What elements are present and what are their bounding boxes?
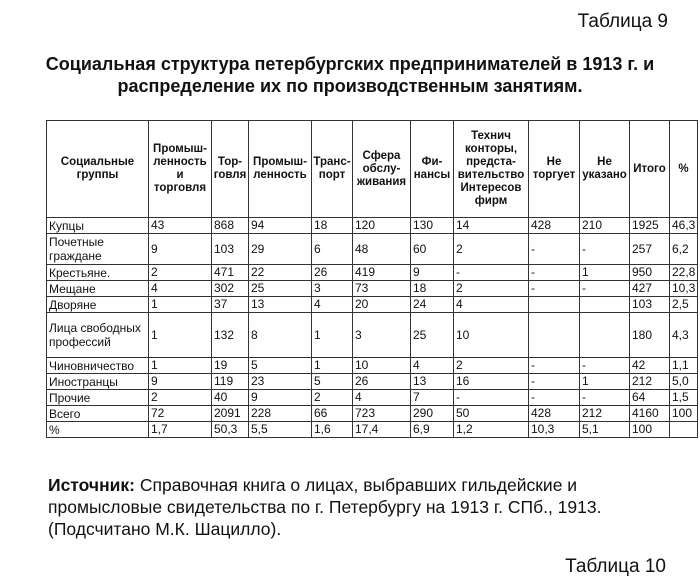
- table-cell: 3: [353, 313, 411, 358]
- table-cell: 9: [249, 390, 312, 406]
- table-cell: 66: [312, 406, 353, 422]
- table-cell: 6,2: [670, 234, 698, 265]
- table-row: [47, 234, 698, 265]
- table-cell: 6: [312, 234, 353, 265]
- table-cell: 14: [454, 218, 529, 234]
- table-cell: -: [580, 358, 630, 374]
- table-cell: 19: [212, 358, 249, 374]
- table-cell: 868: [212, 218, 249, 234]
- table-row: [47, 406, 698, 422]
- table-cell: 5: [312, 374, 353, 390]
- table-cell: 37: [212, 297, 249, 313]
- header-not-trading: Не торгует: [529, 121, 580, 218]
- table-cell: 24: [411, 297, 454, 313]
- table-cell: 4,3: [670, 313, 698, 358]
- table-cell: 5,5: [249, 422, 312, 438]
- table-cell: 1: [312, 358, 353, 374]
- table-cell: 22: [249, 265, 312, 281]
- table-cell: 13: [411, 374, 454, 390]
- table-cell: -: [580, 281, 630, 297]
- table-cell: 10: [454, 313, 529, 358]
- table-cell: -: [529, 265, 580, 281]
- table-cell: 419: [353, 265, 411, 281]
- table-cell: 4: [312, 297, 353, 313]
- row-group-label: Лица свободных профессий: [47, 313, 149, 358]
- table-cell: 100: [630, 422, 670, 438]
- table-cell: 2091: [212, 406, 249, 422]
- table-cell: 13: [249, 297, 312, 313]
- table-cell: 4: [411, 358, 454, 374]
- row-group-label: Иностранцы: [47, 374, 149, 390]
- table-cell: 10,3: [529, 422, 580, 438]
- table-row: [47, 374, 698, 390]
- table-cell: 950: [630, 265, 670, 281]
- table-cell: 17,4: [353, 422, 411, 438]
- header-total: Итого: [630, 121, 670, 218]
- table-cell: 1: [149, 313, 212, 358]
- table-cell: 2: [149, 390, 212, 406]
- table-cell: 23: [249, 374, 312, 390]
- table-cell: 1,7: [149, 422, 212, 438]
- table-title: Социальная структура петербургских предпринимателей в 1913 г. и распределение их по производственным занятиям.: [45, 54, 655, 96]
- table-cell: 4160: [630, 406, 670, 422]
- row-group-label: Почетные граждане: [47, 234, 149, 265]
- table-cell: 210: [580, 218, 630, 234]
- table-cell: 40: [212, 390, 249, 406]
- header-not-specified: Не указано: [580, 121, 630, 218]
- table-cell: 5,1: [580, 422, 630, 438]
- header-transport: Транс-порт: [312, 121, 353, 218]
- table-cell: 6,9: [411, 422, 454, 438]
- table-cell: 2: [149, 265, 212, 281]
- header-industry-and-trade: Промыш-ленность и торговля: [149, 121, 212, 218]
- table-cell: 9: [149, 234, 212, 265]
- table-cell: 25: [249, 281, 312, 297]
- table-cell: 94: [249, 218, 312, 234]
- table-row: [47, 358, 698, 374]
- table-cell: -: [580, 390, 630, 406]
- table-cell: 212: [580, 406, 630, 422]
- table-cell: 10: [353, 358, 411, 374]
- table-row: [47, 218, 698, 234]
- table-cell: 3: [312, 281, 353, 297]
- table-cell: 1: [149, 358, 212, 374]
- table-cell: -: [454, 390, 529, 406]
- table-cell: 18: [411, 281, 454, 297]
- table-cell: 212: [630, 374, 670, 390]
- table-row: [47, 422, 698, 438]
- source-label: Источник:: [48, 475, 135, 495]
- header-trade: Тор-говля: [212, 121, 249, 218]
- table-cell: 2: [312, 390, 353, 406]
- table-cell: 471: [212, 265, 249, 281]
- table-cell: 46,3: [670, 218, 698, 234]
- table-cell: 4: [353, 390, 411, 406]
- table-cell: [580, 313, 630, 358]
- table-row: [47, 265, 698, 281]
- table-cell: 100: [670, 406, 698, 422]
- table-cell: 16: [454, 374, 529, 390]
- data-table: [46, 120, 698, 438]
- table-cell: 7: [411, 390, 454, 406]
- row-group-label: Чиновничество: [47, 358, 149, 374]
- table-cell: 130: [411, 218, 454, 234]
- table-cell: 1: [580, 265, 630, 281]
- table-row: [47, 390, 698, 406]
- table-cell: 18: [312, 218, 353, 234]
- table-cell: 4: [149, 281, 212, 297]
- header-services: Сфера обслу-живания: [353, 121, 411, 218]
- table-cell: 1,1: [670, 358, 698, 374]
- table-cell: 228: [249, 406, 312, 422]
- table-row: [47, 281, 698, 297]
- table-cell: 119: [212, 374, 249, 390]
- row-group-label: Купцы: [47, 218, 149, 234]
- table-cell: 50,3: [212, 422, 249, 438]
- table-row: [47, 297, 698, 313]
- header-tech-offices: Технич конторы, предста-вительство Интересов фирм: [454, 121, 529, 218]
- table-cell: 48: [353, 234, 411, 265]
- table-cell: 9: [411, 265, 454, 281]
- table-cell: [529, 313, 580, 358]
- table-cell: 2: [454, 281, 529, 297]
- source-note: [48, 474, 668, 540]
- table-cell: 1925: [630, 218, 670, 234]
- header-percent: %: [670, 121, 698, 218]
- table-cell: 29: [249, 234, 312, 265]
- table-cell: 22,8: [670, 265, 698, 281]
- table-cell: 180: [630, 313, 670, 358]
- table-cell: 723: [353, 406, 411, 422]
- header-industry: Промыш-ленность: [249, 121, 312, 218]
- table-cell: 2,5: [670, 297, 698, 313]
- header-row: [47, 121, 698, 218]
- source-text: Справочная книга о лицах, выбравших гильдейские и промысловые свидетельства по г. Петербургу на 1913 г. СПб., 1913. (Подсчитано М.К. Шацилло).: [48, 475, 602, 539]
- table-cell: 42: [630, 358, 670, 374]
- row-group-label: Всего: [47, 406, 149, 422]
- table-row: [47, 313, 698, 358]
- table-cell: 25: [411, 313, 454, 358]
- table-cell: 20: [353, 297, 411, 313]
- table-cell: 5,0: [670, 374, 698, 390]
- table-cell: 26: [312, 265, 353, 281]
- table-cell: 1: [149, 297, 212, 313]
- table-cell: 1,6: [312, 422, 353, 438]
- table-cell: 72: [149, 406, 212, 422]
- row-group-label: %: [47, 422, 149, 438]
- header-finance: Фи-нансы: [411, 121, 454, 218]
- table-cell: 9: [149, 374, 212, 390]
- table-body: [47, 218, 698, 438]
- row-group-label: Крестьяне.: [47, 265, 149, 281]
- table-cell: 5: [249, 358, 312, 374]
- table-cell: -: [529, 390, 580, 406]
- table-cell: 103: [630, 297, 670, 313]
- table-cell: 103: [212, 234, 249, 265]
- table-cell: 1,5: [670, 390, 698, 406]
- table-cell: 132: [212, 313, 249, 358]
- table-number: Таблица 9: [577, 11, 668, 32]
- row-group-label: Дворяне: [47, 297, 149, 313]
- table-cell: -: [529, 281, 580, 297]
- table-cell: [670, 422, 698, 438]
- table-cell: 302: [212, 281, 249, 297]
- table-cell: 1,2: [454, 422, 529, 438]
- table-cell: 26: [353, 374, 411, 390]
- table-cell: 428: [529, 406, 580, 422]
- table-cell: 50: [454, 406, 529, 422]
- table-cell: 4: [454, 297, 529, 313]
- table-cell: 1: [312, 313, 353, 358]
- table-cell: -: [580, 234, 630, 265]
- table-cell: 2: [454, 234, 529, 265]
- table-cell: 427: [630, 281, 670, 297]
- table-cell: 1: [580, 374, 630, 390]
- table-cell: 10,3: [670, 281, 698, 297]
- table-cell: -: [529, 358, 580, 374]
- table-cell: [580, 297, 630, 313]
- header-social-groups: Социальные группы: [47, 121, 149, 218]
- table-cell: 428: [529, 218, 580, 234]
- table-cell: 120: [353, 218, 411, 234]
- table-cell: 290: [411, 406, 454, 422]
- row-group-label: Прочие: [47, 390, 149, 406]
- table-cell: 43: [149, 218, 212, 234]
- row-group-label: Мещане: [47, 281, 149, 297]
- table-cell: -: [529, 234, 580, 265]
- table-cell: -: [454, 265, 529, 281]
- table-cell: 60: [411, 234, 454, 265]
- table-cell: 257: [630, 234, 670, 265]
- table-cell: 64: [630, 390, 670, 406]
- table-cell: 73: [353, 281, 411, 297]
- table-cell: -: [529, 374, 580, 390]
- table-cell: 8: [249, 313, 312, 358]
- table-cell: [529, 297, 580, 313]
- next-table-label: Таблица 10: [565, 556, 666, 577]
- table-cell: 2: [454, 358, 529, 374]
